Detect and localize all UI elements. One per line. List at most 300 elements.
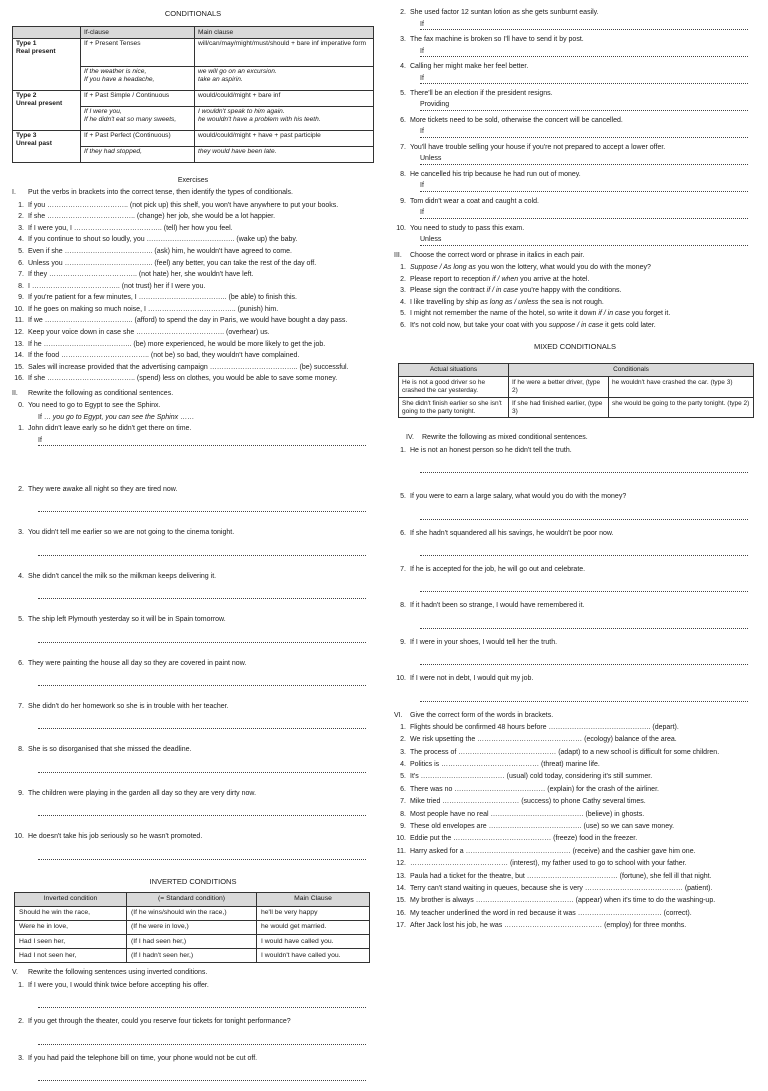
item-text: If you get through the theater, could you reserve four tickets for tonight performance?: [28, 1018, 291, 1026]
item-text: If you're patient for a few minutes, I ……………………………….. (be able) to finish this.: [28, 294, 297, 302]
answer-line: [420, 75, 748, 84]
rewrite-item: [10, 573, 376, 599]
rewrite-item: [10, 982, 376, 1008]
item-number: 4.: [400, 761, 406, 769]
item-number: 10.: [396, 835, 406, 843]
list-item: [392, 117, 758, 125]
item-text: Paula had a ticket for the theatre, but ………………………………… (fortune), she fell ill that night.: [410, 872, 712, 880]
list-item: [10, 225, 376, 233]
item-text: These old envelopes are …………………………………. (use) so we can save money.: [410, 823, 675, 831]
item-text: You need to study to pass this exam.: [410, 224, 525, 232]
table-cell: Were he in love,: [15, 920, 127, 934]
exercise-2-continued-list: [392, 9, 758, 246]
list-item: [392, 897, 758, 905]
item-number: 3.: [400, 748, 406, 756]
exercise-6-heading: VI. Give the correct form of the words in brackets.: [394, 711, 554, 719]
item-text: If you continue to shout so loudly, you ……………………………….. (wake up) the baby.: [28, 236, 298, 244]
list-item: [10, 746, 376, 754]
list-item: [392, 823, 758, 831]
list-item: [392, 171, 758, 179]
item-number: 2.: [400, 736, 406, 744]
exercise-1-heading: I. Put the verbs in brackets into the correct tense, then identify the types of conditionals.: [12, 189, 293, 197]
right-column: [392, 0, 758, 935]
answer-line: [38, 548, 366, 556]
item-text: If I were not in debt, I would quit my job.: [410, 675, 534, 683]
item-text-part: you forget it.: [629, 310, 671, 318]
item-number: 1.: [400, 264, 406, 272]
main-example-cell: we will go on an excursion. take an aspirin.: [195, 66, 374, 90]
list-item: [10, 248, 376, 256]
rewrite-item: [10, 486, 376, 512]
item-text: [410, 310, 758, 318]
table-cell: (If I hadn't seen her,): [127, 949, 257, 963]
if-form-cell: If + Present Tenses: [81, 38, 195, 66]
item-text-part: It's not cold now, but take your coat with you: [410, 322, 549, 329]
answer-line: [420, 512, 748, 520]
if-form-cell: If + Past Simple / Continuous: [81, 90, 195, 106]
table-header: Actual situations: [399, 364, 509, 377]
choice-pair: if / when: [492, 275, 519, 283]
table-cell: Should he win the race,: [15, 906, 127, 920]
table-cell: If she had finished earlier, (type 3): [509, 397, 609, 418]
exercise-3-heading: III. Choose the correct word or phrase in italics in each pair.: [394, 251, 585, 259]
item-number: 6.: [18, 659, 24, 667]
answer-prefix: If: [420, 20, 424, 28]
item-text: Mike tried …………………………… (success) to phone Cathy several times.: [410, 798, 646, 806]
answer-line: [38, 591, 366, 599]
exercise-4-list: [392, 447, 758, 702]
answer-line: [38, 721, 366, 729]
item-text: They were awake all night so they are tired now.: [28, 486, 178, 494]
choice-pair: if / in case: [598, 310, 630, 318]
answer-line: [38, 1073, 366, 1081]
list-item: [392, 566, 758, 574]
choice-pair: Suppose / As long as: [410, 264, 476, 272]
item-text: John didn't leave early so he didn't get there on time.: [28, 425, 192, 433]
item-number: 4.: [400, 298, 406, 306]
conditionals-title: CONDITIONALS: [164, 9, 222, 18]
answer-line: [38, 852, 366, 860]
answer-line: [420, 155, 748, 164]
item-number: 8.: [400, 810, 406, 818]
rewrite-item: [392, 530, 758, 556]
table-header: (= Standard condition): [127, 892, 257, 906]
item-number: 5.: [18, 248, 24, 255]
item-text: Harry asked for a ……………………………………… (receive) and the cashier gave him one.: [410, 847, 696, 855]
item-number: 8.: [18, 746, 24, 754]
answer-line: [38, 808, 366, 816]
item-number: 9.: [18, 294, 24, 302]
answer-prefix: If: [420, 128, 424, 136]
list-item: [392, 736, 758, 744]
item-text-part: it gets cold later.: [603, 322, 656, 329]
list-item: [10, 790, 376, 798]
item-text: It's ……………………………… (usual) cold today, considering it's still summer.: [410, 773, 653, 781]
item-number: 15.: [396, 897, 406, 905]
table-header: Main clause: [195, 27, 374, 39]
list-item: [392, 602, 758, 610]
item-number: 11.: [396, 847, 406, 855]
item-text: [410, 322, 758, 330]
item-number: 2.: [18, 486, 24, 494]
table-header: Conditionals: [509, 364, 754, 377]
main-form-cell: would/could/might + have + past participle: [195, 130, 374, 146]
list-item: [10, 703, 376, 711]
item-number: 3.: [18, 224, 24, 232]
list-item: [10, 529, 376, 537]
list-item: [392, 198, 758, 206]
conditionals-table: [12, 26, 374, 163]
item-number: 2.: [400, 275, 406, 283]
list-item: [10, 1055, 376, 1063]
item-number: 5.: [18, 616, 24, 624]
item-number: 7.: [18, 703, 24, 711]
inverted-table: [14, 892, 370, 964]
list-item: [10, 213, 376, 221]
table-row: [15, 935, 370, 949]
list-item: [10, 329, 376, 337]
rewrite-item: [392, 447, 758, 473]
item-number: 11.: [14, 317, 24, 325]
item-number: 2.: [18, 213, 24, 221]
exercises-title: Exercises: [177, 176, 209, 184]
item-number: 10.: [14, 833, 24, 841]
list-item: [392, 922, 758, 930]
rewrite-item: [10, 1018, 376, 1044]
list-item: [10, 364, 376, 372]
item-number: 8.: [18, 282, 24, 290]
list-item: [392, 835, 758, 843]
list-item: [10, 982, 376, 990]
list-item: [392, 276, 758, 284]
item-text: You didn't tell me earlier so we are not going to the cinema tonight.: [28, 529, 235, 537]
table-row: [399, 397, 754, 418]
table-cell: he would get married.: [257, 920, 370, 934]
item-text: If you had paid the telephone bill on time, your phone would not be cut off.: [28, 1054, 258, 1062]
item-text: Even if she ……………………………….. (ask) him, he wouldn't have agreed to come.: [28, 248, 292, 255]
item-text: If she ……………………………….. (spend) less on clothes, you would be able to save some money.: [28, 375, 338, 383]
if-example-cell: If the weather is nice, If you have a headache,: [81, 66, 195, 90]
item-number: 16.: [396, 909, 406, 917]
exercise-5-heading: V. Rewrite the following sentences using inverted conditions.: [12, 969, 208, 977]
item-number: 8.: [400, 170, 406, 178]
rewrite-item: [10, 529, 376, 555]
item-number: 12.: [396, 860, 406, 868]
answer-line: [38, 1037, 366, 1045]
list-item: [392, 90, 758, 98]
table-cell: (If he were in love,): [127, 920, 257, 934]
choice-pair: if / in case: [486, 287, 519, 295]
item-number: 3.: [400, 35, 406, 43]
item-number: 17.: [396, 922, 406, 930]
item-number: 7.: [400, 798, 406, 806]
rewrite-item: [10, 616, 376, 642]
list-item: [10, 425, 376, 433]
item-number: 4.: [400, 62, 406, 70]
item-text-part: I like travelling by ship: [410, 298, 481, 306]
item-number: 14.: [14, 352, 24, 360]
list-item: [10, 573, 376, 581]
list-item: [10, 1018, 376, 1026]
item-text: He is not an honest person so he didn't tell the truth.: [410, 446, 572, 454]
item-text: [410, 276, 758, 284]
item-text-part: you arrive at the hotel.: [518, 275, 590, 283]
list-item: [392, 724, 758, 732]
item-number: 12.: [14, 329, 24, 337]
item-text: [410, 287, 758, 295]
item-text: …………………………………… (interest), my father used to go to school with your father.: [410, 860, 687, 868]
table-cell: He is not a good driver so he crashed the car yesterday.: [399, 377, 509, 398]
item-number: 9.: [18, 789, 24, 797]
item-text: If she ……………………………….. (change) her job, she would be a lot happier.: [28, 213, 276, 221]
item-text: Calling her might make her feel better.: [410, 62, 529, 70]
item-text: Flights should be confirmed 48 hours before …………………………………….. (depart).: [410, 723, 679, 731]
item-number: 7.: [400, 143, 406, 151]
item-text: If I were in your shoes, I would tell her the truth.: [410, 638, 558, 646]
list-item: [392, 299, 758, 307]
answer-prefix: If: [420, 182, 424, 190]
list-item: [10, 236, 376, 244]
item-text-part: you won the lottery, what would you do with the money?: [475, 264, 651, 272]
inverted-title: INVERTED CONDITIONS: [149, 876, 237, 886]
table-row: [15, 920, 370, 934]
item-number: 7.: [400, 565, 406, 573]
answer-prefix: If: [38, 437, 366, 446]
item-text: He cancelled his trip because he had run out of money.: [410, 170, 581, 178]
list-item: [10, 283, 376, 291]
item-text: She didn't do her homework so she is in trouble with her teacher.: [28, 703, 229, 711]
list-item: [392, 773, 758, 781]
rewrite-item: [392, 566, 758, 592]
list-item: [392, 287, 758, 295]
answer-prefix: If: [420, 74, 424, 82]
item-text-part: I might not remember the name of the hotel, so write it down: [410, 310, 599, 318]
type-cell: Type 2 Unreal present: [13, 90, 81, 130]
item-text: They were painting the house all day so they are covered in paint now.: [28, 659, 247, 667]
answer-line: [420, 657, 748, 665]
list-item: [392, 811, 758, 819]
answer-line: [420, 182, 748, 191]
item-text: Tom didn't wear a coat and caught a cold.: [410, 197, 539, 205]
choice-pair: suppose / in case: [548, 322, 604, 329]
item-text: My brother is always …………………………………… (appear) when it's time to do the washing-up.: [410, 897, 716, 905]
item-number: 15.: [14, 363, 24, 371]
exercise-6-list: [392, 724, 758, 931]
exercise-2-list: [10, 425, 376, 859]
list-item: [392, 63, 758, 71]
item-number: 1.: [18, 981, 24, 989]
item-text: We risk upsetting the ……………………………………… (ecology) balance of the area.: [410, 736, 677, 744]
list-item: [392, 310, 758, 318]
item-text-part: you're happy with the conditions.: [518, 287, 622, 295]
answer-line: [420, 465, 748, 473]
main-form-cell: will/can/may/might/must/should + bare inf imperative form: [195, 38, 374, 66]
item-text: More tickets need to be sold, otherwise the concert will be cancelled.: [410, 116, 623, 124]
answer-line: [38, 504, 366, 512]
answer-prefix: Unless: [420, 236, 442, 244]
rewrite-item: [392, 675, 758, 701]
item-text: If they ……………………………….. (not hate) her, she wouldn't have left.: [28, 271, 254, 279]
item-text: If he goes on making so much noise, I ……………………………….. (punish) him.: [28, 305, 279, 313]
item-number: 6.: [400, 785, 406, 793]
list-item: [10, 375, 376, 383]
item-text: I ……………………………….. (not trust) her if I were you.: [28, 282, 206, 290]
item-text: If I were you, I ……………………………….. (tell) her how you feel.: [28, 224, 233, 232]
table-header: [13, 27, 81, 39]
item-text: If you were to earn a large salary, what would you do with the money?: [410, 493, 627, 501]
item-text: If he ……………………………….. (be) more experienced, he would be more likely to get the job.: [28, 340, 326, 348]
rewrite-item: [10, 833, 376, 859]
item-text-part: Please sign the contract: [410, 287, 487, 295]
item-text: You'll have trouble selling your house if you're not prepared to accept a lower offer.: [410, 143, 666, 151]
rewrite-item: [10, 746, 376, 772]
list-item: [10, 833, 376, 841]
item-text: There was no ………………………………… (explain) for the crash of the airliner.: [410, 785, 659, 793]
item-text: If it hadn't been so strange, I would have remembered it.: [410, 602, 585, 610]
list-item: [392, 530, 758, 538]
main-example-cell: I wouldn't speak to him again. he wouldn't have a problem with his teeth.: [195, 106, 374, 130]
item-text-part: the sea is not rough.: [538, 298, 604, 306]
item-text: My teacher underlined the word in red because it was ……………………………… (correct).: [410, 909, 692, 917]
table-row: [15, 949, 370, 963]
list-item: [392, 639, 758, 647]
item-number: 9.: [400, 638, 406, 646]
answer-line: [420, 236, 748, 245]
item-number: 2.: [18, 1018, 24, 1026]
item-number: 3.: [18, 1054, 24, 1062]
table-row: [399, 377, 754, 398]
answer-line: [38, 678, 366, 686]
item-text: [410, 299, 758, 307]
answer-line: [38, 765, 366, 773]
mixed-title: MIXED CONDITIONALS: [533, 342, 617, 352]
table-cell: he wouldn't have crashed the car. (type 3): [609, 377, 754, 398]
rewrite-item: [392, 639, 758, 665]
left-column: [10, 0, 376, 1091]
answer-prefix: Unless: [420, 155, 442, 163]
type-cell: Type 3 Unreal past: [13, 130, 81, 162]
item-text: [410, 264, 758, 272]
item-number: 10.: [14, 305, 24, 313]
main-form-cell: would/could/might + bare inf: [195, 90, 374, 106]
item-number: 14.: [396, 884, 406, 892]
table-row: [15, 906, 370, 920]
table-cell: Had I seen her,: [15, 935, 127, 949]
item-text: The children were playing in the garden all day so they are very dirty now.: [28, 789, 257, 797]
rewrite-item: [10, 1055, 376, 1081]
item-text: The ship left Plymouth yesterday so it will be in Spain tomorrow.: [28, 616, 226, 624]
list-item: [10, 294, 376, 302]
list-item: [10, 486, 376, 494]
if-form-cell: If + Past Perfect (Continuous): [81, 130, 195, 146]
answer-line: [420, 548, 748, 556]
item-number: 4.: [18, 572, 24, 580]
item-number: 6.: [400, 529, 406, 537]
item-number: 1.: [400, 446, 406, 454]
item-text: If we ……………………………….. (afford) to spend the day in Paris, we would have bought a day pass.: [28, 317, 348, 325]
list-item: [392, 447, 758, 455]
item-text: She is so disorganised that she missed the deadline.: [28, 746, 192, 754]
item-number: 9.: [400, 197, 406, 205]
item-text: If I were you, I would think twice before accepting his offer.: [28, 981, 209, 989]
item-text-part: Please report to reception: [410, 275, 493, 283]
item-number: 3.: [400, 287, 406, 295]
item-text: The process of …………………………………… (adapt) to a new school is difficult for some children.: [410, 748, 720, 756]
rewrite-item: [392, 602, 758, 628]
item-number: 5.: [400, 493, 406, 501]
table-header: Inverted condition: [15, 892, 127, 906]
answer-line: [38, 635, 366, 643]
answer-line: [420, 48, 748, 57]
list-item: [392, 761, 758, 769]
item-number: 1.: [18, 425, 24, 433]
rewrite-item: [392, 493, 758, 519]
example-answer: If … you go to Egypt, you can see the Sphinx ……: [38, 413, 195, 421]
answer-line: [420, 21, 748, 30]
list-item: [10, 306, 376, 314]
answer-prefix: Providing: [420, 101, 450, 109]
list-item: [392, 144, 758, 152]
exercise-1-list: [10, 202, 376, 384]
table-header: Main Clause: [257, 892, 370, 906]
list-item: [10, 352, 376, 360]
list-item: [10, 660, 376, 668]
item-number: 6.: [18, 259, 24, 267]
list-item: [392, 225, 758, 233]
list-item: [10, 271, 376, 279]
list-item: [392, 749, 758, 757]
answer-line: [420, 621, 748, 629]
item-text: The fax machine is broken so I'll have to send it by post.: [410, 35, 584, 43]
item-number: 5.: [400, 310, 406, 318]
item-number: 5.: [400, 773, 406, 781]
type-cell: Type 1 Real present: [13, 38, 81, 90]
main-example-cell: they would have been late.: [195, 146, 374, 162]
item-text: He doesn't take his job seriously so he wasn't promoted.: [28, 833, 203, 841]
item-number: 10.: [396, 224, 406, 232]
table-cell: If he were a better driver, (type 2): [509, 377, 609, 398]
answer-line: [420, 694, 748, 702]
list-item: [10, 260, 376, 268]
list-item: [392, 885, 758, 893]
answer-line: [420, 584, 748, 592]
list-item: [392, 264, 758, 272]
list-item: [10, 616, 376, 624]
table-cell: he'll be very happy: [257, 906, 370, 920]
item-number: 1.: [400, 723, 406, 731]
list-item: [392, 493, 758, 501]
answer-prefix: If: [420, 209, 424, 217]
item-text: There'll be an election if the president resigns.: [410, 89, 553, 97]
list-item: [392, 873, 758, 881]
item-text: If the food ……………………………….. (not be) so bad, they wouldn't have complained.: [28, 352, 300, 360]
item-text: If he is accepted for the job, he will go out and celebrate.: [410, 565, 586, 573]
item-number: 6.: [400, 322, 406, 329]
item-number: 16.: [14, 375, 24, 383]
answer-line: [420, 128, 748, 137]
list-item: [10, 341, 376, 349]
list-item: [392, 910, 758, 918]
item-text: She used factor 12 suntan lotion as she gets sunburnt easily.: [410, 9, 599, 16]
item-number: 1.: [18, 201, 24, 209]
item-text: Politics is …………………………………… (threat) marine life.: [410, 761, 600, 769]
item-text: Sales will increase provided that the advertising campaign ……………………………….. (be) successful.: [28, 363, 349, 371]
item-text: Most people have no real …………………………………. (believe) in ghosts.: [410, 810, 645, 818]
table-cell: Had I not seen her,: [15, 949, 127, 963]
rewrite-item: [10, 425, 376, 446]
item-number: 13.: [14, 340, 24, 348]
list-item: [10, 317, 376, 325]
